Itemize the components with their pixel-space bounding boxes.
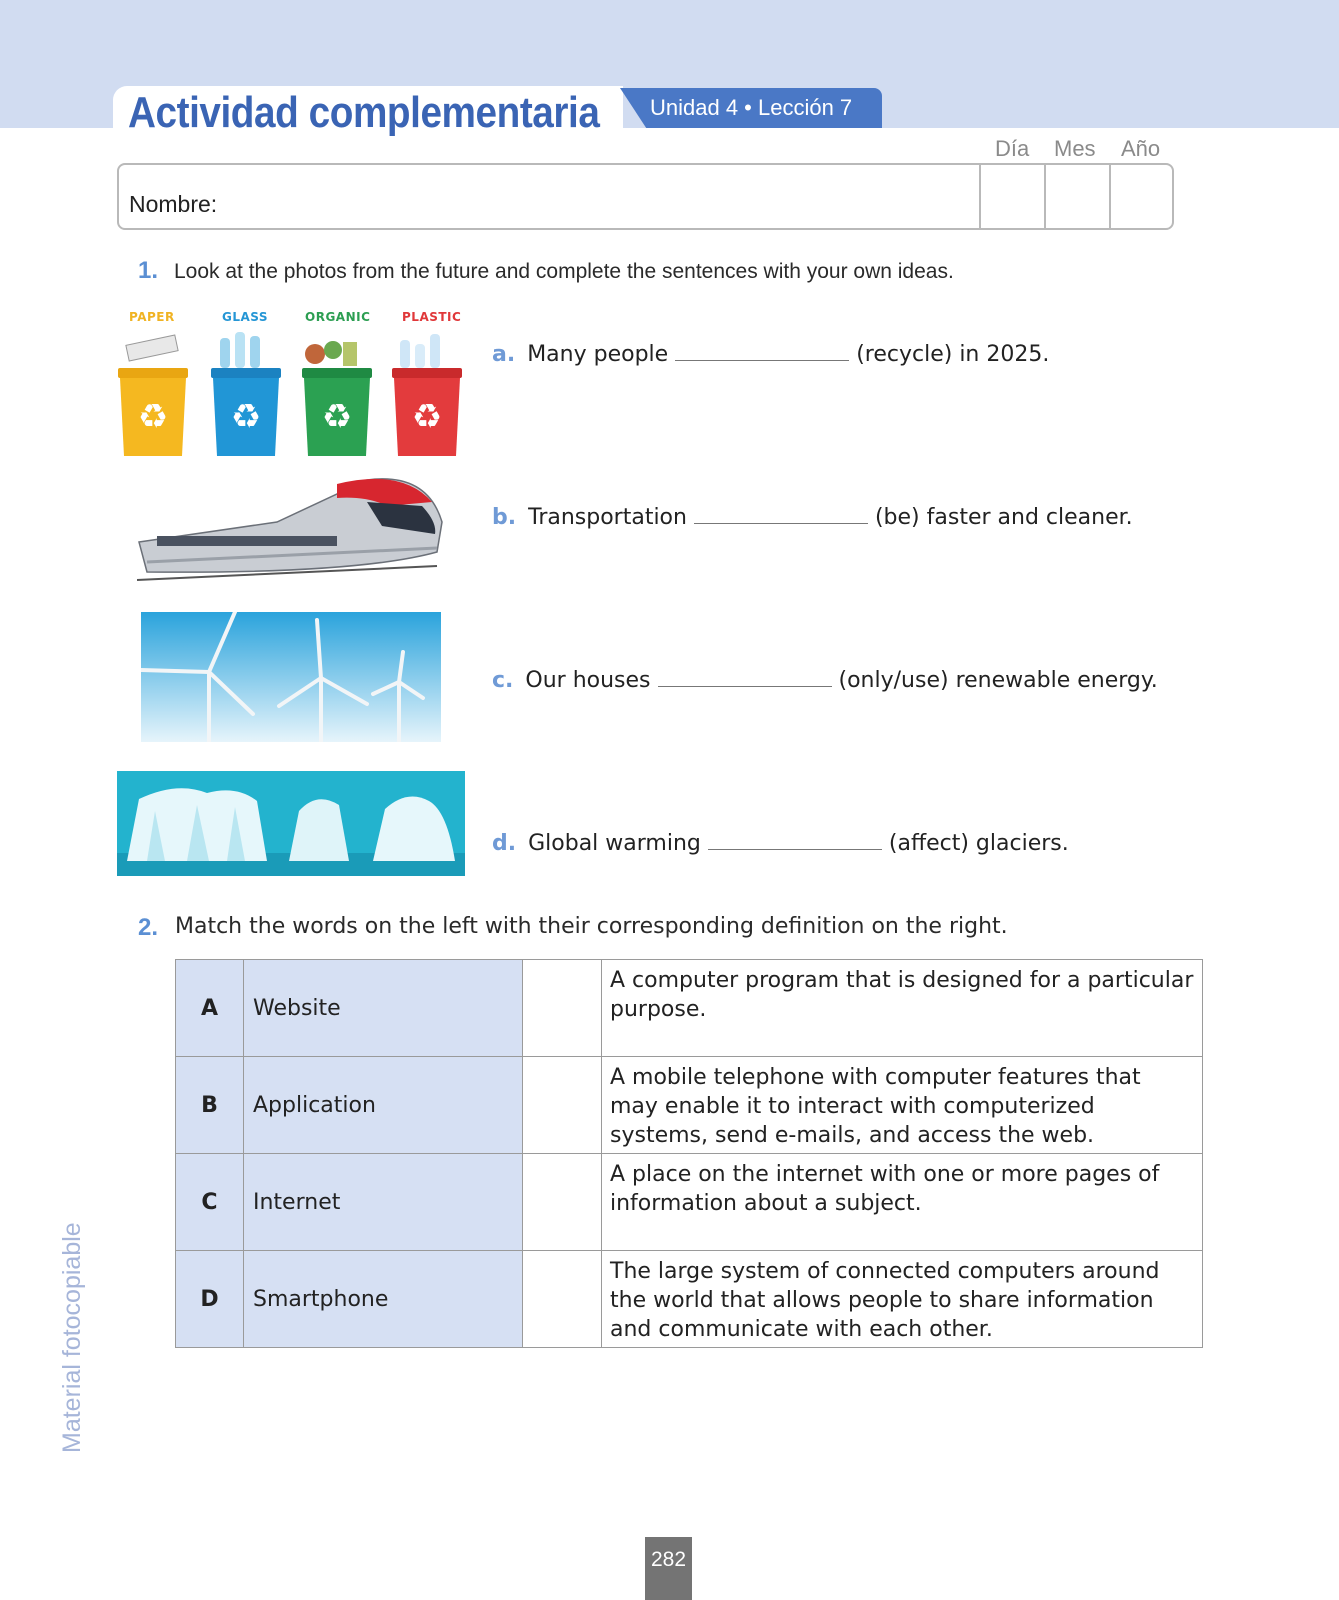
- exercise-2-number: 2.: [138, 914, 159, 941]
- matching-table: [175, 959, 1203, 1348]
- year-label: Año: [1121, 136, 1161, 161]
- row-letter: D: [176, 1251, 244, 1348]
- sentence-a-after: (recycle) in 2025.: [856, 342, 1050, 367]
- glaciers-image: [117, 771, 465, 876]
- sentence-b-blank[interactable]: [694, 522, 868, 524]
- row-letter: B: [176, 1057, 244, 1154]
- exercise-2-instruction: Match the words on the left with their corresponding definition on the right.: [175, 914, 1008, 939]
- row-definition: A place on the internet with one or more pages of information about a subject.: [602, 1154, 1203, 1251]
- name-field[interactable]: [117, 163, 1174, 230]
- table-row: [176, 960, 1203, 1057]
- table-row: [176, 1251, 1203, 1348]
- bin-label-paper: PAPER: [129, 310, 175, 324]
- page-title: Actividad complementaria: [128, 88, 600, 137]
- table-row: [176, 1154, 1203, 1251]
- sentence-c-before: Our houses: [525, 668, 651, 693]
- sentence-d: [492, 831, 1069, 856]
- exercise-1-number: 1.: [138, 257, 159, 284]
- sentence-d-letter: d.: [492, 831, 517, 856]
- svg-text:♻: ♻: [411, 397, 443, 437]
- svg-text:♻: ♻: [230, 397, 262, 437]
- sentence-d-blank[interactable]: [708, 848, 882, 850]
- photocopiable-side-label: Material fotocopiable: [58, 1222, 86, 1453]
- row-letter: C: [176, 1154, 244, 1251]
- glass-bin-icon: [211, 332, 281, 456]
- sentence-b-letter: b.: [492, 505, 517, 530]
- plastic-bin-icon: [392, 334, 462, 456]
- month-field-divider: [1044, 165, 1046, 228]
- sentence-c-after: (only/use) renewable energy.: [838, 668, 1158, 693]
- sentence-b-before: Transportation: [528, 505, 687, 530]
- sentence-a: [492, 342, 1049, 367]
- recycling-bins-image: [115, 330, 470, 460]
- exercise-1-instruction: Look at the photos from the future and complete the sentences with your own ideas.: [174, 260, 954, 283]
- bin-label-glass: GLASS: [222, 310, 269, 324]
- row-word: Smartphone: [244, 1251, 523, 1348]
- svg-text:♻: ♻: [137, 397, 169, 437]
- svg-text:♻: ♻: [321, 397, 353, 437]
- page-number: 282: [650, 1548, 687, 1571]
- table-row: [176, 1057, 1203, 1154]
- bin-label-plastic: PLASTIC: [402, 310, 462, 324]
- sentence-a-blank[interactable]: [675, 359, 849, 361]
- organic-bin-icon: [302, 341, 372, 456]
- row-word: Website: [244, 960, 523, 1057]
- sentence-b-after: (be) faster and cleaner.: [874, 505, 1133, 530]
- answer-cell[interactable]: [523, 1154, 602, 1251]
- name-label: Nombre:: [129, 191, 218, 217]
- wind-turbines-image: [141, 612, 441, 742]
- unit-label: Unidad 4 • Lección 7: [650, 95, 853, 120]
- sentence-b: [492, 505, 1133, 530]
- sentence-c: [492, 668, 1158, 693]
- paper-bin-icon: [118, 335, 188, 456]
- year-field-divider: [1109, 165, 1111, 228]
- answer-cell[interactable]: [523, 960, 602, 1057]
- high-speed-train-image: [137, 462, 447, 592]
- sentence-a-before: Many people: [527, 342, 669, 367]
- bin-label-organic: ORGANIC: [305, 310, 371, 324]
- sentence-d-after: (affect) glaciers.: [888, 831, 1069, 856]
- sentence-a-letter: a.: [492, 342, 516, 367]
- row-word: Application: [244, 1057, 523, 1154]
- answer-cell[interactable]: [523, 1057, 602, 1154]
- row-definition: The large system of connected computers around the world that allows people to share information and communicate with each other.: [602, 1251, 1203, 1348]
- row-definition: A computer program that is designed for a particular purpose.: [602, 960, 1203, 1057]
- row-definition: A mobile telephone with computer features that may enable it to interact with computerized systems, send e-mails, and access the web.: [602, 1057, 1203, 1154]
- day-field-divider: [979, 165, 981, 228]
- sentence-d-before: Global warming: [528, 831, 701, 856]
- month-label: Mes: [1054, 136, 1096, 161]
- row-word: Internet: [244, 1154, 523, 1251]
- answer-cell[interactable]: [523, 1251, 602, 1348]
- sentence-c-letter: c.: [492, 668, 514, 693]
- row-letter: A: [176, 960, 244, 1057]
- sentence-c-blank[interactable]: [658, 685, 832, 687]
- day-label: Día: [995, 136, 1030, 161]
